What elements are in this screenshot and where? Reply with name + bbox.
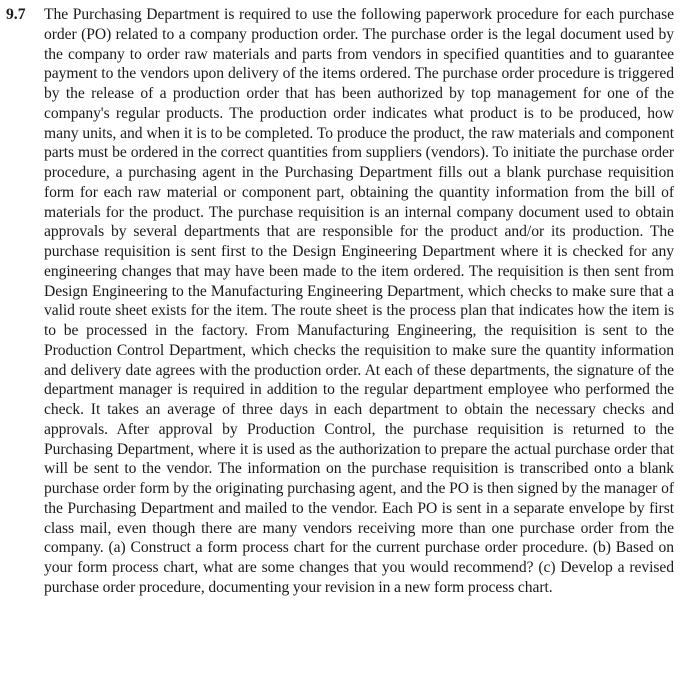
problem-block [6, 5, 674, 598]
problem-number: 9.7 [6, 6, 26, 23]
problem-text: The Purchasing Department is required to use the following paperwork procedure for each purchase order (PO) related to a company production order. The purchase order is the legal document used by the company to order raw materials and parts from vendors in specified quantities and to guarantee payment to the vendors upon delivery of the items ordered. The purchase order procedure is triggered by the release of a production order that has been authorized by top management for one of the company's regular products. The production order indicates what product is to be produced, how many units, and when it is to be completed. To produce the product, the raw materials and component parts must be ordered in the correct quantities from suppliers (vendors). To initiate the purchase order procedure, a purchasing agent in the Purchasing Department fills out a blank purchase requisition form for each raw material or component part, obtaining the quantity information from the bill of materials for the product. The purchase requisition is an internal company document used to obtain approvals by several departments that are responsible for the product and/or its production. The purchase requisition is sent first to the Design Engineering Department where it is checked for any engineering changes that may have been made to the item ordered. The requisition is then sent from Design Engineering to the Manufacturing Engineering Department, which checks to make sure that a valid route sheet exists for the item. The route sheet is the process plan that indicates how the item is to be processed in the factory. From Manufacturing Engineering, the requisition is sent to the Production Control Department, which checks the requisition to make sure the quantity information and delivery date agrees with the production order. At each of these departments, the signature of the department manager is required in addition to the regular department employee who performed the check. It takes an average of three days in each department to obtain the necessary checks and approvals. After approval by Production Control, the purchase requisition is returned to the Purchasing Department, where it is used as the authorization to prepare the actual purchase order that will be sent to the vendor. The information on the purchase requisition is transcribed onto a blank purchase order form by the originating purchasing agent, and the PO is then signed by the manager of the Purchasing Department and mailed to the vendor. Each PO is sent in a separate envelope by first class mail, even though there are many vendors receiving more than one purchase order from the company. (a) Construct a form process chart for the current purchase order procedure. (b) Based on your form process chart, what are some changes that you would recommend? (c) Develop a revised purchase order procedure, documenting your revision in a new form process chart. [44, 6, 674, 596]
